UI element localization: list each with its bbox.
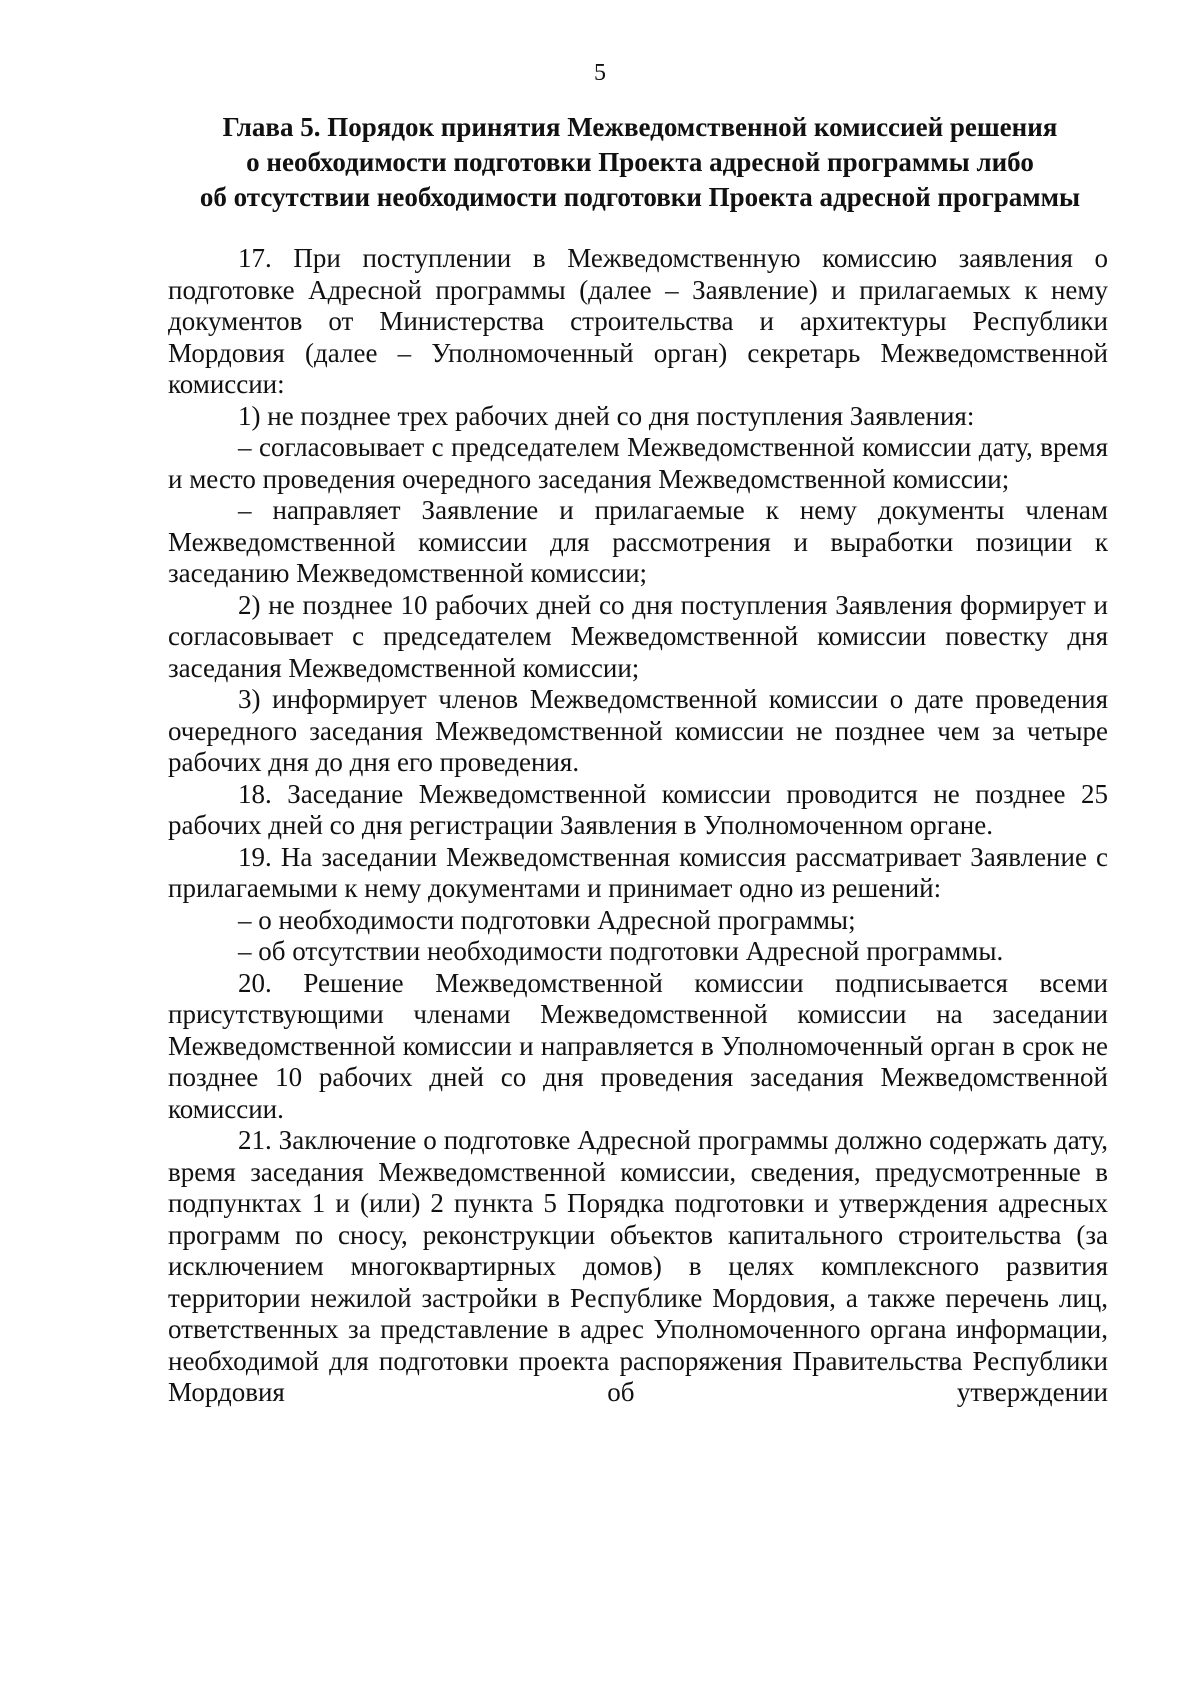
- paragraph-21: 21. Заключение о подготовке Адресной программы должно содержать дату, время заседания Межведомственной комиссии, сведения, предусмотренные в подпунктах 1 и (или) 2 пункта 5 Порядка подготовки и утверждения адресных программ по сносу, реконструкции объектов капитального строительства (за исключением многоквартирных домов) в целях комплексного развития территории нежилой застройки в Республике Мордовия, а также перечень лиц, ответственных за представление в адрес Уполномоченного органа информации, необходимой для подготовки проекта распоряжения Правительства Республики Мордовия об утверждении: [168, 1125, 1108, 1407]
- paragraph-18: 18. Заседание Межведомственной комиссии проводится не позднее 25 рабочих дней со дня регистрации Заявления в Уполномоченном органе.: [168, 778, 1108, 840]
- paragraph-19-dash-2: – об отсутствии необходимости подготовки Адресной программы.: [238, 936, 1004, 966]
- paragraph-17-1-dash-1: – согласовывает с председателем Межведомственной комиссии дату, время и место проведения очередного заседания Межведомственной комиссии;: [168, 432, 1108, 494]
- paragraph-17-2: 2) не позднее 10 рабочих дней со дня поступления Заявления формирует и согласовывает с председателем Межведомственной комиссии повестку дня заседания Межведомственной комиссии;: [168, 589, 1108, 683]
- paragraph-17-1-dash-2: – направляет Заявление и прилагаемые к нему документы членам Межведомственной комиссии для рассмотрения и выработки позиции к заседанию Межведомственной комиссии;: [168, 495, 1108, 588]
- paragraph-19-dash-1: – о необходимости подготовки Адресной программы;: [238, 904, 856, 935]
- page-number: 5: [594, 60, 606, 86]
- paragraph-17-3: 3) информирует членов Межведомственной комиссии о дате проведения очередного заседания Межведомственной комиссии не позднее чем за четыре рабочих дня до дня его проведения.: [168, 684, 1108, 777]
- document-body: [168, 243, 1108, 1409]
- chapter-heading: [170, 110, 1110, 215]
- paragraph-19: 19. На заседании Межведомственная комиссия рассматривает Заявление с прилагаемыми к нему документами и принимает одно из решений:: [168, 841, 1108, 903]
- paragraph-17: 17. При поступлении в Межведомственную комиссию заявления о подготовке Адресной программы (далее – Заявление) и прилагаемых к нему документов от Министерства строительства и архитектуры Республики Мордовия (далее – Уполномоченный орган) секретарь Межведомственной комиссии:: [168, 243, 1108, 399]
- paragraph-20: 20. Решение Межведомственной комиссии подписывается всеми присутствующими членами Межведомственной комиссии на заседании Межведомственной комиссии и направляется в Уполномоченный орган в срок не позднее 10 рабочих дней со дня проведения заседания Межведомственной комиссии.: [168, 967, 1108, 1124]
- chapter-heading-line: о необходимости подготовки Проекта адресной программы либо: [246, 147, 1034, 177]
- chapter-heading-line: Глава 5. Порядок принятия Межведомственной комиссией решения: [222, 112, 1058, 142]
- paragraph-17-1: 1) не позднее трех рабочих дней со дня поступления Заявления:: [238, 400, 975, 431]
- chapter-heading-line: об отсутствии необходимости подготовки Проекта адресной программы: [199, 182, 1081, 212]
